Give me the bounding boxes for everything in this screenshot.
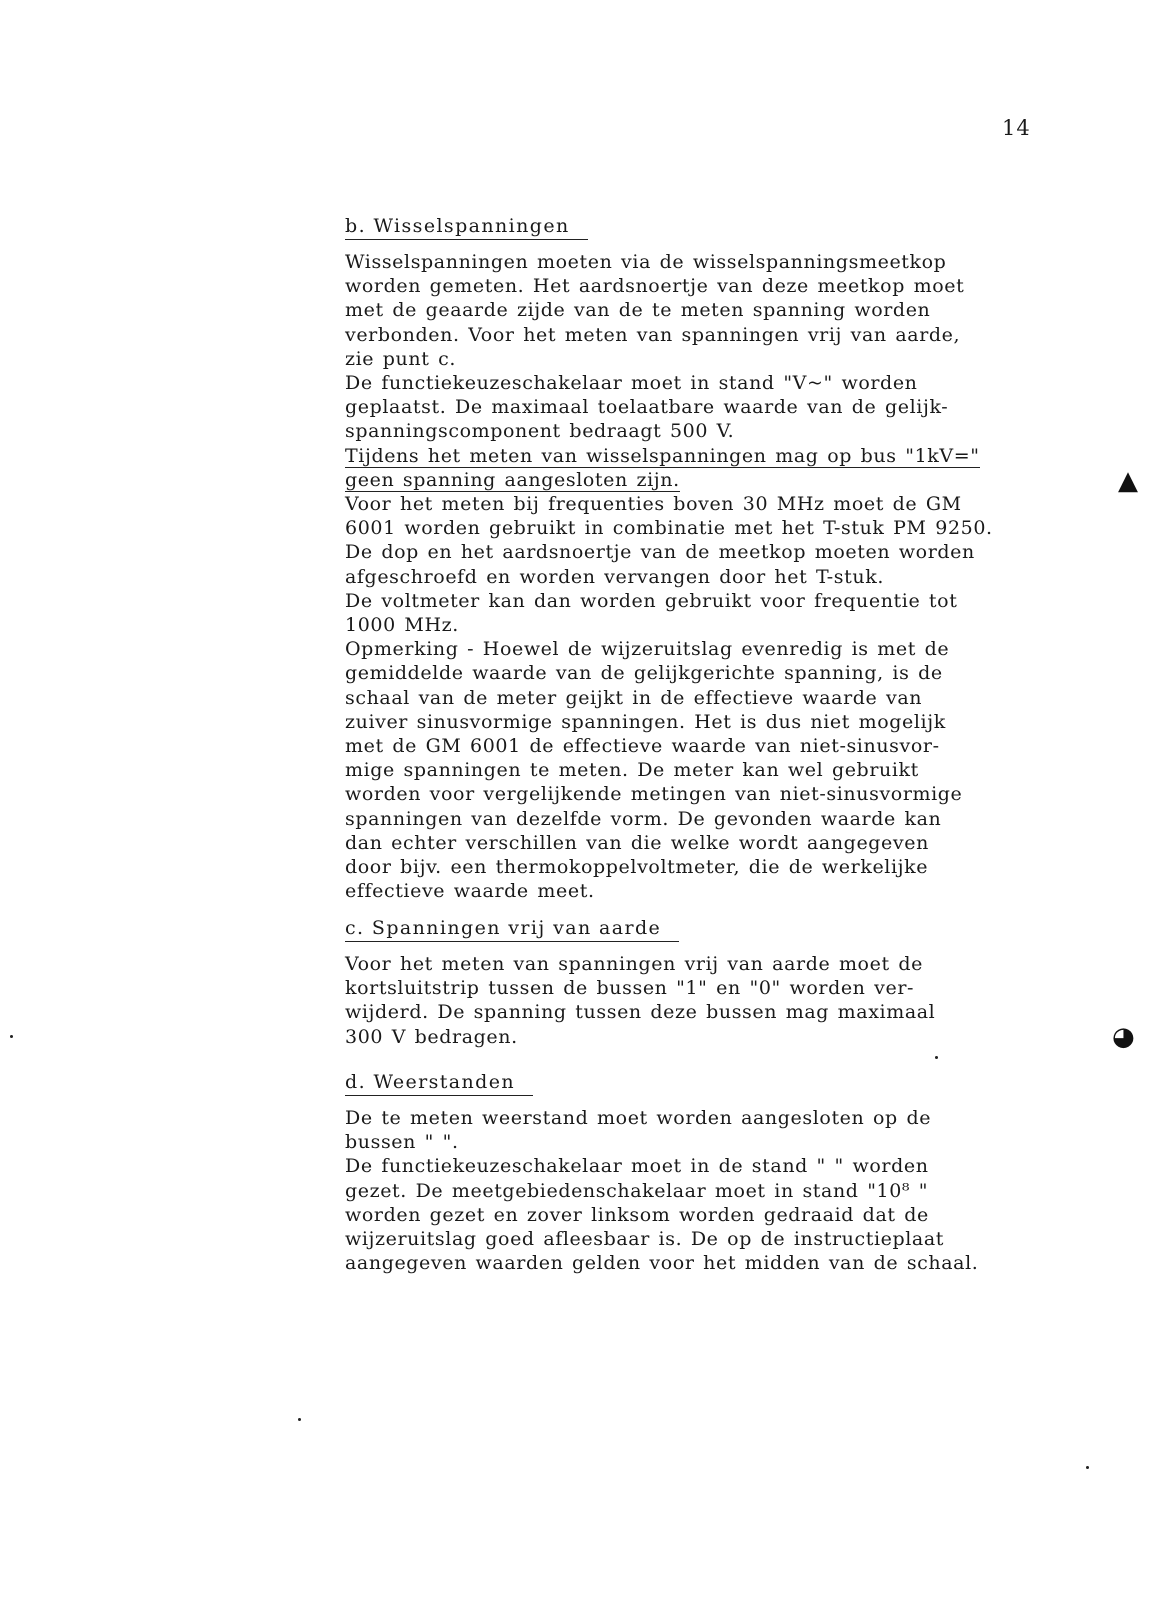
section-b-heading: b. Wisselspanningen bbox=[345, 214, 588, 240]
text-line: schaal van de meter geijkt in de effectieve waarde van bbox=[345, 686, 923, 709]
text-line: 300 V bedragen. bbox=[345, 1025, 518, 1048]
scan-speck bbox=[1086, 1466, 1089, 1469]
text-line: gemiddelde waarde van de gelijkgerichte spanning, is de bbox=[345, 662, 943, 685]
text-line: zuiver sinusvormige spanningen. Het is dus niet mogelijk bbox=[345, 710, 946, 733]
text-line: worden voor vergelijkende metingen van niet-sinusvormige bbox=[345, 783, 963, 806]
section-d-heading: d. Weerstanden bbox=[345, 1070, 533, 1096]
text-line: Opmerking - Hoewel de wijzeruitslag evenredig is met de bbox=[345, 638, 950, 661]
text-line: spanningscomponent bedraagt 500 V. bbox=[345, 420, 735, 443]
text-line: 1000 MHz. bbox=[345, 614, 459, 637]
punch-hole-mark: ▲ bbox=[1118, 466, 1138, 496]
text-line: verbonden. Voor het meten van spanningen vrij van aarde, bbox=[345, 323, 961, 346]
punch-hole-mark: ◕ bbox=[1112, 1022, 1135, 1052]
text-line: mige spanningen te meten. De meter kan wel gebruikt bbox=[345, 759, 919, 782]
scan-speck bbox=[935, 1056, 938, 1059]
section-weerstanden bbox=[345, 1070, 1045, 1275]
section-d-body bbox=[345, 1106, 1045, 1275]
text-line: Voor het meten bij frequenties boven 30 MHz moet de GM bbox=[345, 493, 962, 516]
text-line: De te meten weerstand moet worden aangesloten op de bbox=[345, 1107, 932, 1129]
text-line: met de GM 6001 de effectieve waarde van niet-sinusvor- bbox=[345, 735, 940, 758]
text-line: 6001 worden gebruikt in combinatie met het T-stuk PM 9250. bbox=[345, 517, 993, 540]
text-line: bussen " ". bbox=[345, 1131, 459, 1154]
text-line: effectieve waarde meet. bbox=[345, 880, 595, 903]
text-line: kortsluitstrip tussen de bussen "1" en "0" worden ver- bbox=[345, 977, 915, 1000]
scan-speck bbox=[298, 1418, 301, 1421]
text-line: Wisselspanningen moeten via de wisselspanningsmeetkop bbox=[345, 251, 947, 273]
text-line: wijzeruitslag goed afleesbaar is. De op de instructieplaat bbox=[345, 1228, 944, 1251]
section-c-body bbox=[345, 952, 1045, 1049]
warning-text: geen spanning aangesloten zijn. bbox=[345, 468, 680, 491]
text-line: Voor het meten van spanningen vrij van aarde moet de bbox=[345, 953, 923, 975]
text-line: worden gezet en zover linksom worden gedraaid dat de bbox=[345, 1203, 929, 1226]
warning-line bbox=[345, 444, 1045, 468]
text-line: spanningen van dezelfde vorm. De gevonden waarde kan bbox=[345, 807, 942, 830]
text-line: De dop en het aardsnoertje van de meetkop moeten worden bbox=[345, 541, 975, 564]
text-line: geplaatst. De maximaal toelaatbare waarde van de gelijk- bbox=[345, 396, 949, 419]
warning-line bbox=[345, 468, 1045, 492]
scan-speck bbox=[10, 1035, 13, 1038]
section-c-heading: c. Spanningen vrij van aarde bbox=[345, 916, 679, 942]
section-spanningen-vrij-van-aarde bbox=[345, 916, 1045, 1049]
text-line: De functiekeuzeschakelaar moet in stand "V~" worden bbox=[345, 372, 918, 395]
text-line: dan echter verschillen van die welke wordt aangegeven bbox=[345, 831, 929, 854]
page-number: 14 bbox=[1002, 116, 1031, 140]
text-line: zie punt c. bbox=[345, 347, 456, 370]
text-line: De voltmeter kan dan worden gebruikt voor frequentie tot bbox=[345, 589, 958, 612]
text-line: met de geaarde zijde van de te meten spanning worden bbox=[345, 299, 931, 322]
text-line: gezet. De meetgebiedenschakelaar moet in stand "10⁸ " bbox=[345, 1179, 929, 1202]
text-line: wijderd. De spanning tussen deze bussen mag maximaal bbox=[345, 1001, 936, 1024]
text-line: aangegeven waarden gelden voor het midden van de schaal. bbox=[345, 1252, 979, 1275]
section-wisselspanningen bbox=[345, 214, 1045, 903]
text-line: door bijv. een thermokoppelvoltmeter, die de werkelijke bbox=[345, 856, 929, 879]
text-line: De functiekeuzeschakelaar moet in de stand " " worden bbox=[345, 1155, 929, 1178]
warning-text: Tijdens het meten van wisselspanningen mag op bus "1kV=" bbox=[345, 444, 980, 467]
text-line: afgeschroefd en worden vervangen door het T-stuk. bbox=[345, 565, 884, 588]
section-b-body bbox=[345, 250, 1045, 903]
text-line: worden gemeten. Het aardsnoertje van deze meetkop moet bbox=[345, 275, 965, 298]
